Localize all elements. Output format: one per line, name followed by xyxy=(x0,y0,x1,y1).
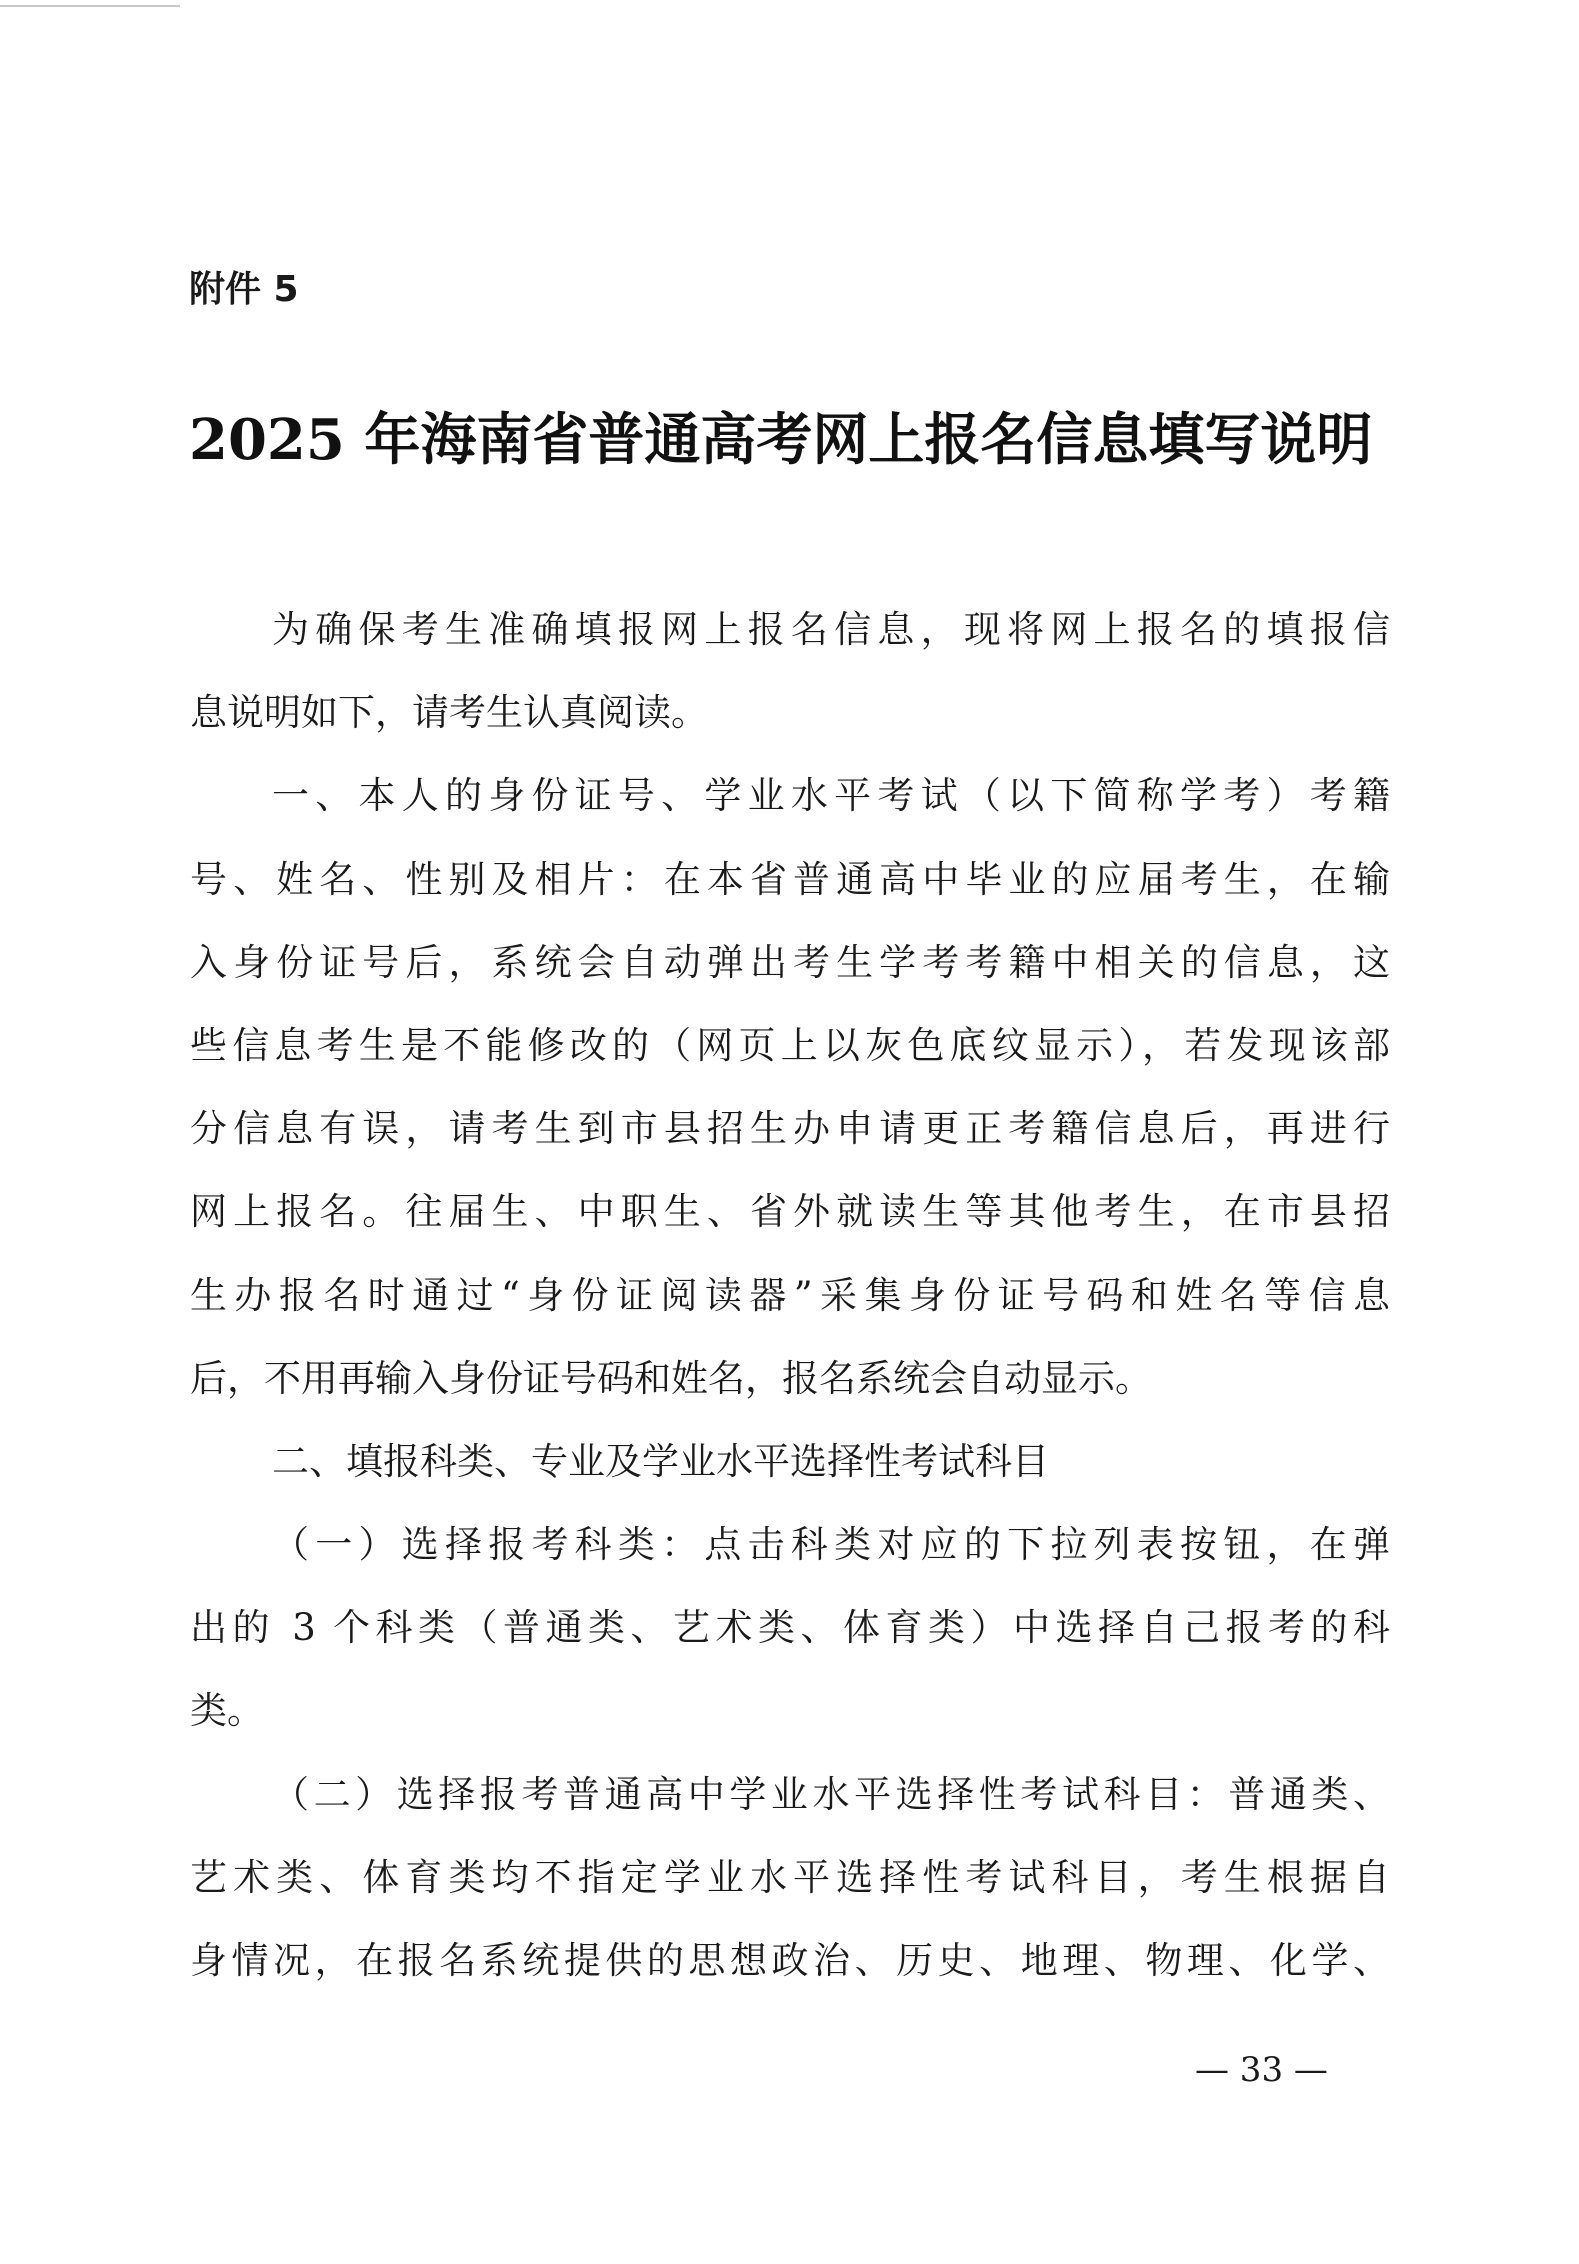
paragraph-line: 艺术类、体育类均不指定学业水平选择性考试科目，考生根据自 xyxy=(190,1855,1390,1899)
document-title: 2025 年海南省普通高考网上报名信息填写说明 xyxy=(189,407,1373,473)
paragraph-line: 分信息有误，请考生到市县招生办申请更正考籍信息后，再进行 xyxy=(190,1107,1390,1151)
scan-edge-line xyxy=(0,5,180,7)
paragraph-line: 入身份证号后，系统会自动弹出考生学考考籍中相关的信息，这 xyxy=(190,940,1390,984)
paragraph-line: 为确保考生准确填报网上报名信息，现将网上报名的填报信 xyxy=(272,608,1390,651)
paragraph-line: 一、本人的身份证号、学业水平考试（以下简称学考）考籍 xyxy=(272,774,1390,818)
paragraph-line: （二）选择报考普通高中学业水平选择性考试科目：普通类、 xyxy=(272,1772,1390,1816)
paragraph-line: 出的 3 个科类（普通类、艺术类、体育类）中选择自己报考的科 xyxy=(190,1606,1390,1650)
paragraph-line: 类。 xyxy=(190,1689,264,1733)
paragraph-line: 后，不用再输入身份证号码和姓名，报名系统会自动显示。 xyxy=(190,1356,1152,1400)
section-heading: 二、填报科类、专业及学业水平选择性考试科目 xyxy=(272,1439,1049,1483)
paragraph-line: 息说明如下，请考生认真阅读。 xyxy=(190,691,708,735)
body-text xyxy=(190,588,1390,2002)
paragraph-line: （一）选择报考科类：点击科类对应的下拉列表按钮，在弹 xyxy=(272,1523,1390,1567)
paragraph-line: 些信息考生是不能修改的（网页上以灰色底纹显示），若发现该部 xyxy=(190,1023,1390,1067)
page-number: — 33 — xyxy=(1195,2050,1328,2090)
attachment-label: 附件 5 xyxy=(189,269,299,310)
paragraph-line: 身情况，在报名系统提供的思想政治、历史、地理、物理、化学、 xyxy=(190,1939,1390,1982)
paragraph-line: 号、姓名、性别及相片：在本省普通高中毕业的应届考生，在输 xyxy=(190,857,1390,901)
paragraph-line: 生办报名时通过“身份证阅读器”采集身份证号码和姓名等信息 xyxy=(190,1273,1390,1317)
paragraph-line: 网上报名。往届生、中职生、省外就读生等其他考生，在市县招 xyxy=(190,1190,1390,1234)
